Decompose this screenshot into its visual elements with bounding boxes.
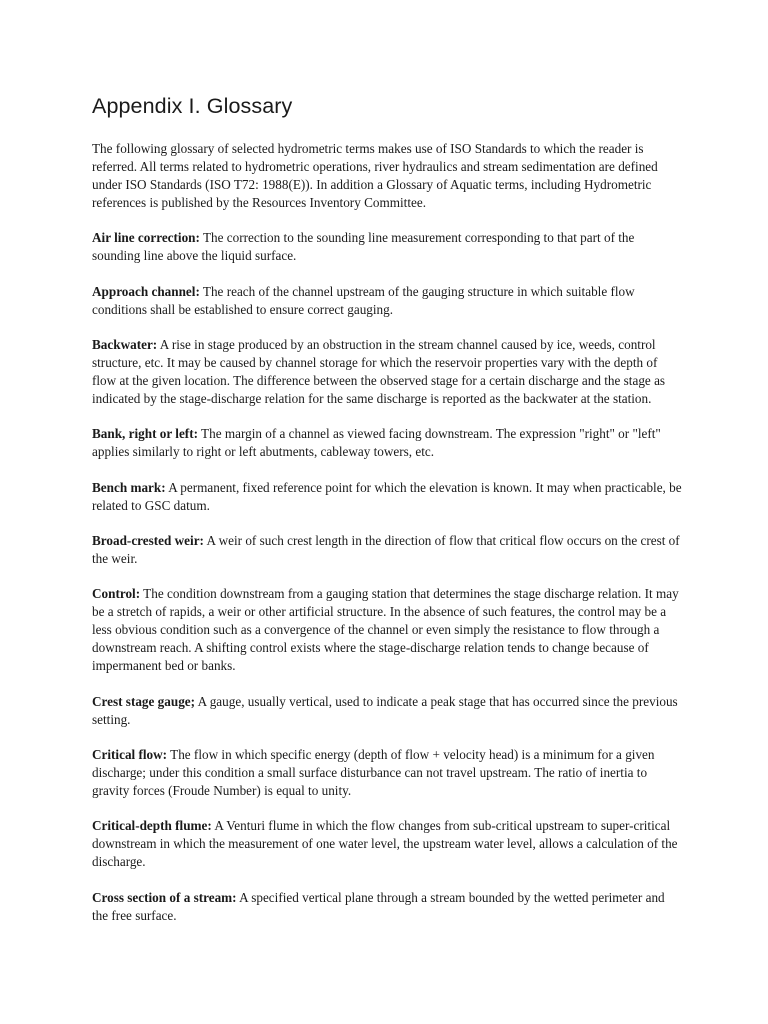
glossary-entry bbox=[92, 229, 682, 265]
glossary-entry bbox=[92, 585, 682, 675]
page-title: Appendix I. Glossary bbox=[92, 94, 293, 118]
glossary-definition: A specified vertical plane through a stream bounded by the wetted perimeter and the free surface. bbox=[92, 889, 665, 923]
glossary-definition: A Venturi flume in which the flow changes from sub-critical upstream to super-critical downstream in which the measurement of one water level, the upstream water level, allows a calculation of the discharge. bbox=[92, 818, 678, 870]
glossary-entry bbox=[92, 693, 682, 729]
glossary-entry bbox=[92, 532, 682, 568]
glossary-entry bbox=[92, 336, 682, 408]
glossary-entry bbox=[92, 479, 682, 515]
glossary-definition: A gauge, usually vertical, used to indicate a peak stage that has occurred since the previous setting. bbox=[92, 693, 678, 727]
glossary-term: Crest stage gauge; bbox=[92, 693, 196, 709]
glossary-term: Backwater: bbox=[92, 337, 158, 353]
glossary-term: Control: bbox=[92, 586, 141, 602]
glossary-definition: The reach of the channel upstream of the gauging structure in which suitable flow conditions shall be established to ensure correct gauging. bbox=[92, 283, 635, 317]
glossary-definition: The correction to the sounding line measurement corresponding to that part of the sounding line above the liquid surface. bbox=[92, 230, 635, 264]
glossary-entry bbox=[92, 889, 682, 925]
glossary-definition: A rise in stage produced by an obstruction in the stream channel caused by ice, weeds, control structure, etc. It may be caused by channel storage for which the reservoir properties vary with the depth of flow at the given location. The difference between the observed stage for a certain discharge and the stage as indicated by the stage-discharge relation for the same discharge is reported as the backwater at the station. bbox=[92, 337, 666, 406]
glossary-term: Bank, right or left: bbox=[92, 426, 198, 442]
glossary-term: Critical-depth flume: bbox=[92, 818, 212, 834]
glossary-term: Approach channel: bbox=[92, 283, 200, 299]
glossary-definition: A weir of such crest length in the direction of flow that critical flow occurs on the crest of the weir. bbox=[92, 533, 680, 566]
glossary-entry bbox=[92, 283, 682, 319]
glossary-entry bbox=[92, 425, 682, 461]
glossary-term: Bench mark: bbox=[92, 479, 166, 495]
glossary-entry bbox=[92, 746, 682, 800]
glossary-term: Air line correction: bbox=[92, 230, 200, 246]
glossary-definition: The condition downstream from a gauging station that determines the stage discharge relation. It may be a stretch of rapids, a weir or other artificial structure. In the absence of such features, the control may be a less obvious condition such as a convergence of the channel or even simply the resistance to flow through a downstream reach. A shifting control exists where the stage-discharge relation tends to change because of impermanent bed or banks. bbox=[92, 586, 679, 674]
glossary-definition: A permanent, fixed reference point for which the elevation is known. It may when practicable, be related to GSC datum. bbox=[92, 479, 682, 513]
glossary-term: Cross section of a stream: bbox=[92, 889, 237, 905]
glossary-term: Broad-crested weir: bbox=[92, 533, 204, 549]
intro-paragraph: The following glossary of selected hydrometric terms makes use of ISO Standards to which the reader is referred. All terms related to hydrometric operations, river hydraulics and stream sedimentation are defined under ISO Standards (ISO T72: 1988(E)). In addition a Glossary of Aquatic terms, including Hydrometric references is published by the Resources Inventory Committee. bbox=[92, 141, 658, 210]
glossary-term: Critical flow: bbox=[92, 747, 168, 762]
document-page bbox=[92, 92, 682, 942]
glossary-definition: The margin of a channel as viewed facing downstream. The expression "right" or "left" applies similarly to right or left abutments, cableway towers, etc. bbox=[92, 426, 661, 460]
glossary-definition: The flow in which specific energy (depth of flow + velocity head) is a minimum for a given discharge; under this condition a small surface disturbance can not travel upstream. The ratio of inertia to gravity forces (Froude Number) is equal to unity. bbox=[92, 747, 655, 798]
glossary-entry bbox=[92, 817, 682, 871]
